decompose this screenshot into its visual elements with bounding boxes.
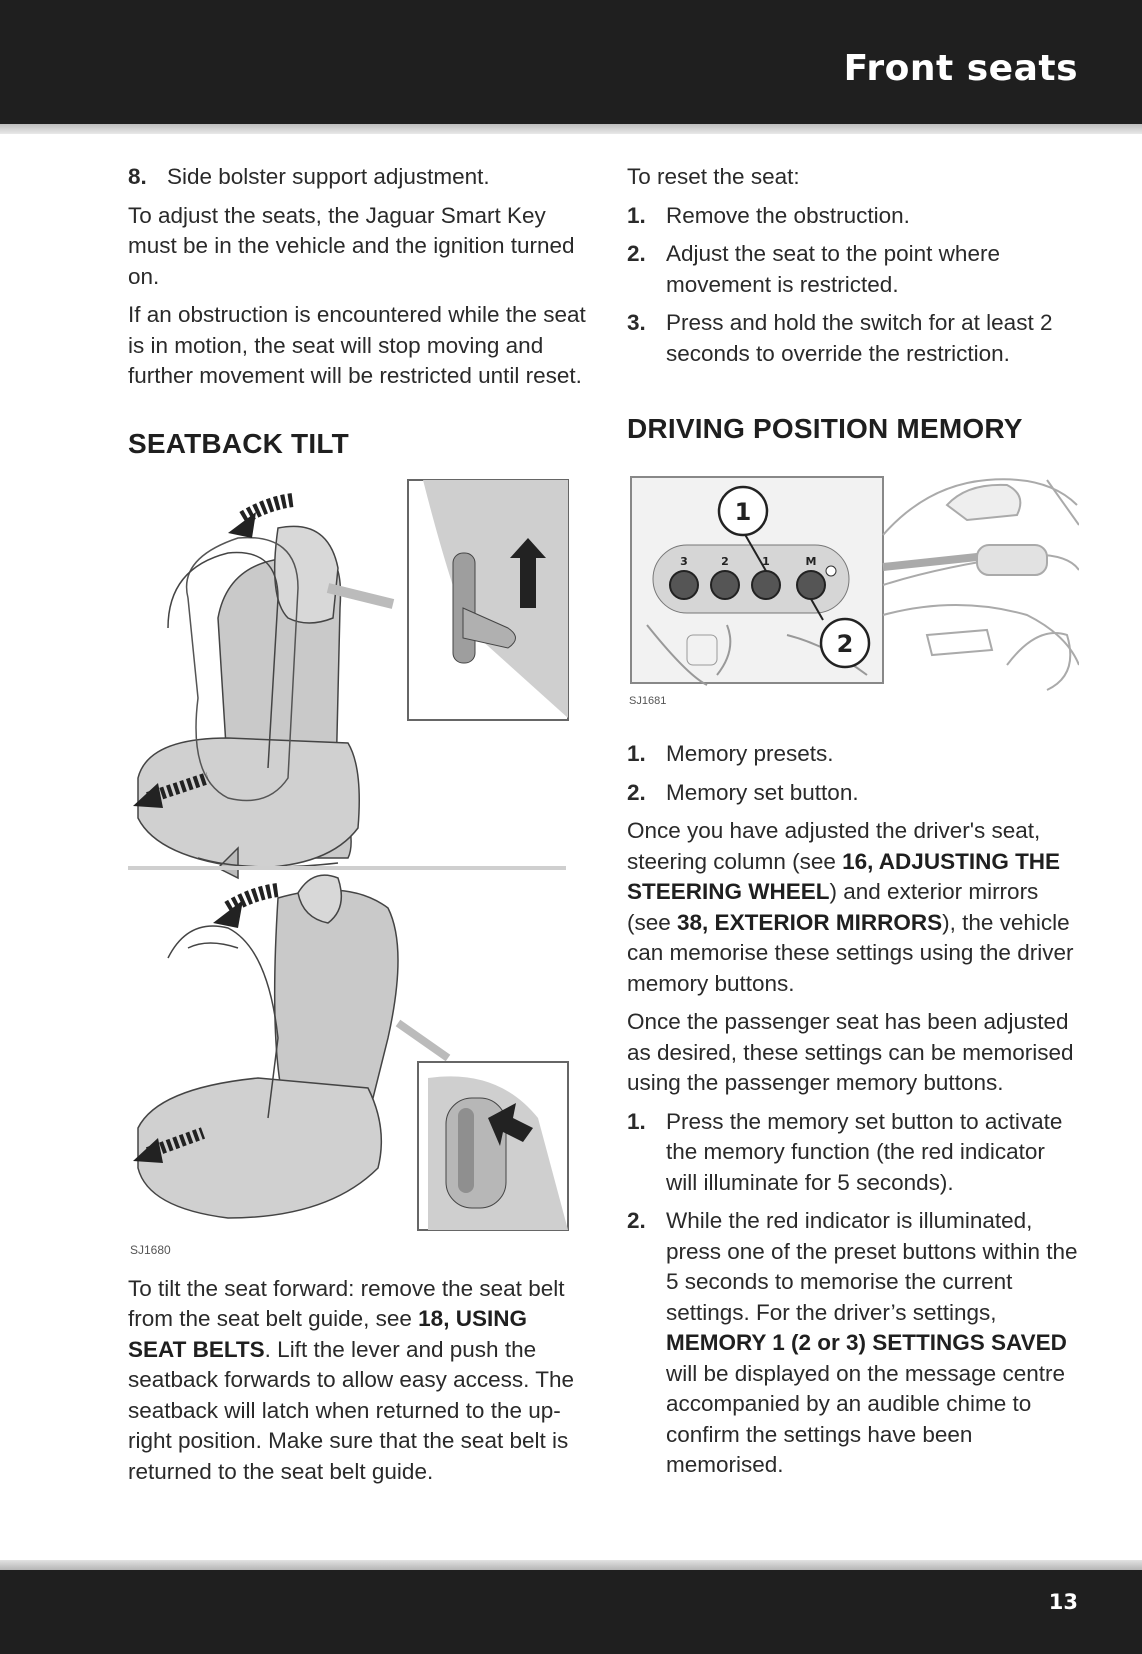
button-1-label: 1	[762, 555, 770, 568]
item-number: 2.	[627, 1208, 646, 1233]
figure-divider	[128, 866, 566, 870]
list-item	[627, 308, 1079, 369]
item-text: Memory set button.	[666, 779, 859, 805]
tilt-text-1: To tilt the seat forward: remove the seat belt from the seat belt guide, see	[128, 1275, 565, 1331]
settings-saved-message: MEMORY 1 (2 or 3) SETTINGS SAVED	[666, 1330, 1067, 1355]
list-item	[627, 739, 1079, 770]
page-header	[0, 0, 1142, 124]
steering-wheel-reference: 16, ADJUSTING THE STEERING WHEEL	[627, 848, 1061, 904]
list-item	[627, 778, 1079, 809]
upper-seat-drawing	[138, 526, 393, 878]
driver-text-3: ), the vehicle can memorise these settings using the driver memory buttons.	[627, 909, 1074, 996]
page-number: 13	[1048, 1590, 1078, 1614]
reset-intro: To reset the seat:	[627, 164, 800, 189]
passenger-memory-paragraph: Once the passenger seat has been adjusted as desired, these settings can be memorised using the passenger memory buttons.	[627, 1009, 1074, 1095]
button-3-label: 3	[680, 555, 688, 568]
item-text	[666, 1206, 1079, 1481]
list-item	[627, 201, 1079, 232]
obstruction-paragraph: If an obstruction is encountered while the seat is in motion, the seat will stop moving and further movement will be restricted until reset.	[128, 302, 586, 388]
callout-1-label: 1	[734, 498, 752, 526]
memory-panel-drawing	[627, 475, 1079, 700]
exterior-mirrors-reference: 38, EXTERIOR MIRRORS	[677, 909, 943, 935]
memory-buttons-illustration	[627, 475, 1079, 723]
seatback-tilt-heading: SEATBACK TILT	[128, 427, 349, 459]
indicator-light-icon	[826, 566, 836, 576]
driver-memory-paragraph	[627, 816, 1079, 999]
list-item	[128, 162, 586, 193]
driving-position-memory-heading: DRIVING POSITION MEMORY	[627, 413, 1023, 444]
list-item	[627, 1107, 1079, 1199]
smart-key-paragraph: To adjust the seats, the Jaguar Smart Key must be in the vehicle and the ignition turned on.	[128, 202, 575, 289]
item-number: 2.	[627, 779, 646, 805]
item-text: Press and hold the switch for at least 2 seconds to override the restriction.	[666, 310, 1053, 366]
tilt-instructions	[128, 1274, 586, 1488]
door-interior-drawing	[883, 479, 1079, 690]
button-2-label: 2	[721, 555, 729, 568]
lower-lever-inset	[418, 1062, 568, 1230]
step2-text-2: will be displayed on the message centre accompanied by an audible chime to confirm the settings have been memorised.	[666, 1360, 1065, 1477]
page-footer	[0, 1570, 1142, 1654]
item-text: Memory presets.	[666, 741, 834, 766]
item-number: 1.	[627, 1108, 646, 1134]
button-m-label: M	[805, 555, 817, 568]
callout-2-label: 2	[836, 630, 854, 658]
upper-lever-inset	[408, 480, 568, 720]
item-text: Remove the obstruction.	[666, 202, 910, 228]
item-number: 2.	[627, 241, 646, 266]
item-number: 1.	[627, 202, 646, 228]
callout-1	[719, 487, 767, 535]
right-column	[627, 162, 1079, 1489]
using-seat-belts-reference: 18, USING SEAT BELTS	[128, 1306, 527, 1362]
header-divider	[0, 124, 1142, 134]
footer-divider	[0, 1560, 1142, 1570]
tilt-text-2: . Lift the lever and push the seatback forwards to allow easy access. The seatback will latch when returned to the up-right position. Make sure that the seat belt is returned to the seat belt guide.	[128, 1336, 575, 1484]
left-column	[128, 162, 586, 1495]
list-item	[627, 239, 1079, 300]
callout-2	[821, 619, 869, 667]
driver-text-2: ) and exterior mirrors (see	[627, 879, 1039, 935]
item-number: 8.	[128, 164, 147, 189]
seat-tilt-drawing	[128, 478, 586, 1266]
step2-text-1: While the red indicator is illuminated, press one of the preset buttons within the 5 seconds to memorise the current settings. For the driver’s settings,	[666, 1208, 1078, 1325]
seatback-tilt-illustration	[128, 478, 586, 1266]
item-number: 3.	[627, 310, 646, 335]
figure-code: SJ1681	[629, 695, 667, 707]
driver-text-1: Once you have adjusted the driver's seat, steering column (see	[627, 818, 1041, 874]
figure-code: SJ1680	[130, 1242, 171, 1257]
item-text: Adjust the seat to the point where movement is restricted.	[666, 241, 1000, 297]
item-number: 1.	[627, 741, 646, 766]
item-text: Press the memory set button to activate the memory function (the red indicator will illuminate for 5 seconds).	[666, 1108, 1063, 1195]
lower-curved-arrow-icon	[213, 890, 278, 928]
lower-seat-drawing	[138, 875, 448, 1218]
list-item	[627, 1206, 1079, 1481]
page-title: Front seats	[843, 48, 1078, 89]
item-text: Side bolster support adjustment.	[167, 164, 490, 189]
